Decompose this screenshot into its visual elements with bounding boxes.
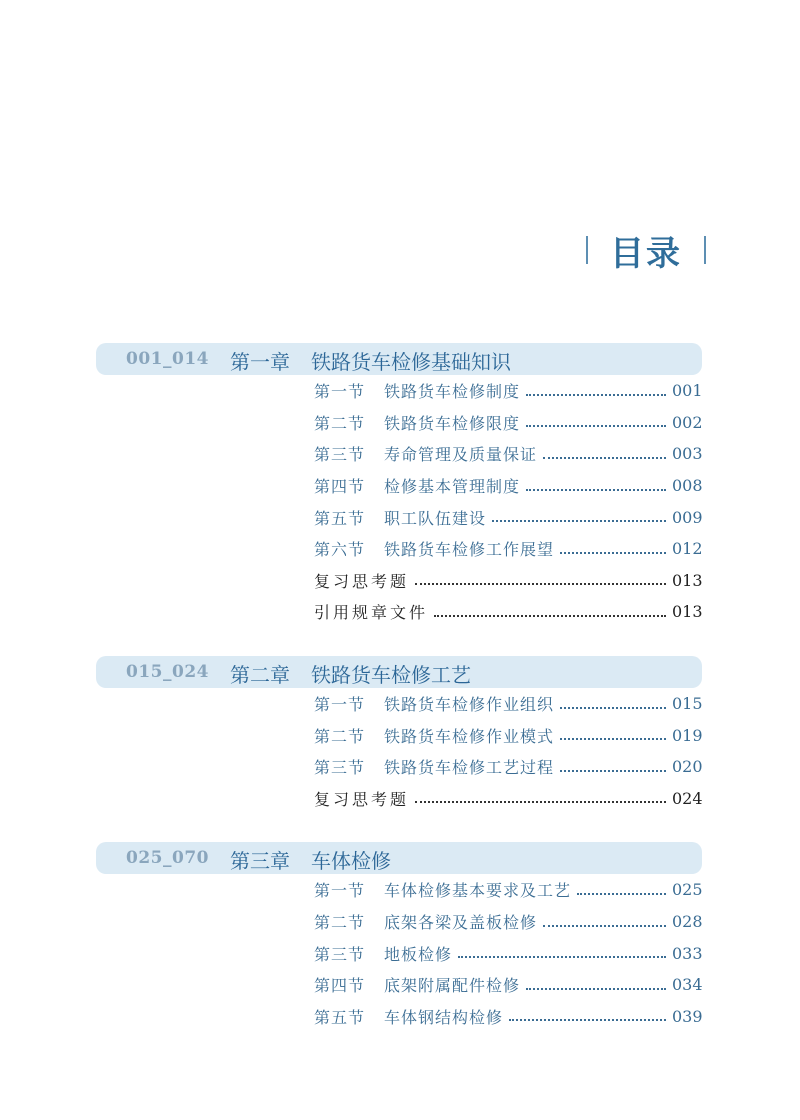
leader-dots bbox=[560, 707, 666, 709]
toc-extra-item[interactable] bbox=[314, 783, 702, 815]
toc-section-item[interactable] bbox=[314, 501, 702, 533]
page-number: 002 bbox=[672, 412, 703, 432]
page-number: 024 bbox=[672, 788, 703, 808]
spacer bbox=[0, 814, 800, 842]
page-number: 019 bbox=[672, 725, 703, 745]
section-title: 车体钢结构检修 bbox=[384, 1007, 504, 1027]
toc-section-item[interactable] bbox=[314, 688, 702, 720]
leader-dots bbox=[434, 615, 666, 617]
chapter-title: 车体检修 bbox=[311, 849, 391, 874]
chapter-title: 铁路货车检修工艺 bbox=[311, 662, 471, 687]
section-number: 第三节 bbox=[314, 758, 366, 778]
page-number: 013 bbox=[672, 570, 703, 590]
page-heading bbox=[586, 228, 706, 272]
page-number: 001 bbox=[672, 381, 703, 401]
page-number: 025 bbox=[672, 880, 703, 900]
section-number: 第五节 bbox=[314, 508, 366, 528]
leader-dots bbox=[543, 457, 666, 459]
page-number: 003 bbox=[672, 444, 703, 464]
section-number: 第四节 bbox=[314, 477, 366, 497]
leader-dots bbox=[577, 893, 666, 895]
toc-extra-item[interactable] bbox=[314, 565, 702, 597]
section-title: 铁路货车检修限度 bbox=[384, 413, 521, 433]
section-number: 第六节 bbox=[314, 540, 366, 560]
page-number: 028 bbox=[672, 912, 703, 932]
section-title: 车体检修基本要求及工艺 bbox=[384, 881, 572, 901]
chapter-title: 铁路货车检修基础知识 bbox=[311, 350, 511, 374]
extra-title: 复习思考题 bbox=[314, 571, 410, 591]
section-number: 第四节 bbox=[314, 976, 366, 996]
page-number: 012 bbox=[672, 539, 703, 559]
toc-section-item[interactable] bbox=[314, 874, 702, 906]
toc-section-item[interactable] bbox=[314, 969, 702, 1001]
section-number: 第二节 bbox=[314, 913, 366, 933]
section-title: 铁路货车检修工作展望 bbox=[384, 540, 555, 560]
toc-section-item[interactable] bbox=[314, 438, 702, 470]
chapter-number: 第二章 bbox=[230, 662, 290, 687]
page-number: 020 bbox=[672, 757, 703, 777]
leader-dots bbox=[560, 738, 666, 740]
section-title: 底架附属配件检修 bbox=[384, 976, 521, 996]
page-number: 033 bbox=[672, 943, 703, 963]
extra-title: 复习思考题 bbox=[314, 789, 410, 809]
toc-section-item[interactable] bbox=[314, 407, 702, 439]
leader-dots bbox=[526, 489, 666, 491]
toc-section-item[interactable] bbox=[314, 906, 702, 938]
page-number: 015 bbox=[672, 694, 703, 714]
right-divider bbox=[704, 236, 706, 264]
section-title: 铁路货车检修作业模式 bbox=[384, 726, 555, 746]
extra-title: 引用规章文件 bbox=[314, 603, 429, 623]
section-title: 铁路货车检修作业组织 bbox=[384, 695, 555, 715]
leader-dots bbox=[509, 1019, 666, 1021]
section-number: 第一节 bbox=[314, 695, 366, 715]
chapter-header-3[interactable] bbox=[96, 842, 702, 874]
page-number: 009 bbox=[672, 507, 703, 527]
chapter-header-1[interactable] bbox=[96, 343, 702, 375]
leader-dots bbox=[526, 425, 666, 427]
spacer bbox=[0, 628, 800, 656]
toc-section-item[interactable] bbox=[314, 719, 702, 751]
leader-dots bbox=[560, 770, 666, 772]
chapter-page-range: 015_024 bbox=[126, 661, 209, 682]
toc-section-item[interactable] bbox=[314, 375, 702, 407]
section-number: 第五节 bbox=[314, 1007, 366, 1027]
page-title: 目录 bbox=[610, 233, 682, 274]
section-number: 第二节 bbox=[314, 413, 366, 433]
chapter-page-range: 001_014 bbox=[126, 349, 209, 369]
section-number: 第一节 bbox=[314, 382, 366, 402]
page-number: 008 bbox=[672, 476, 703, 496]
section-number: 第三节 bbox=[314, 944, 366, 964]
leader-dots bbox=[526, 988, 666, 990]
chapter-header-2[interactable] bbox=[96, 656, 702, 688]
leader-dots bbox=[560, 552, 666, 554]
leader-dots bbox=[526, 394, 666, 396]
toc-section-item[interactable] bbox=[314, 751, 702, 783]
leader-dots bbox=[415, 583, 666, 585]
section-number: 第三节 bbox=[314, 445, 366, 465]
toc-section-item[interactable] bbox=[314, 470, 702, 502]
section-title: 地板检修 bbox=[384, 944, 453, 964]
section-number: 第二节 bbox=[314, 726, 366, 746]
toc-section-item[interactable] bbox=[314, 533, 702, 565]
page-number: 039 bbox=[672, 1006, 703, 1026]
section-title: 检修基本管理制度 bbox=[384, 477, 521, 497]
leader-dots bbox=[492, 520, 666, 522]
toc-section-item[interactable] bbox=[314, 1001, 702, 1033]
section-title: 寿命管理及质量保证 bbox=[384, 445, 538, 465]
section-title: 底架各梁及盖板检修 bbox=[384, 913, 538, 933]
leader-dots bbox=[415, 801, 666, 803]
toc-extra-item[interactable] bbox=[314, 596, 702, 628]
chapter-3-sections bbox=[314, 874, 702, 1032]
chapter-page-range: 025_070 bbox=[126, 848, 209, 869]
leader-dots bbox=[543, 925, 666, 927]
chapter-number: 第三章 bbox=[230, 849, 290, 874]
chapter-number: 第一章 bbox=[230, 350, 290, 374]
section-title: 职工队伍建设 bbox=[384, 508, 487, 528]
chapter-1-sections bbox=[314, 375, 702, 628]
section-title: 铁路货车检修制度 bbox=[384, 382, 521, 402]
chapter-2-sections bbox=[314, 688, 702, 814]
section-number: 第一节 bbox=[314, 881, 366, 901]
left-divider bbox=[586, 236, 588, 264]
leader-dots bbox=[458, 956, 666, 958]
section-title: 铁路货车检修工艺过程 bbox=[384, 758, 555, 778]
page-number: 034 bbox=[672, 975, 703, 995]
table-of-contents bbox=[0, 343, 800, 1032]
page-number: 013 bbox=[672, 602, 703, 622]
toc-section-item[interactable] bbox=[314, 937, 702, 969]
